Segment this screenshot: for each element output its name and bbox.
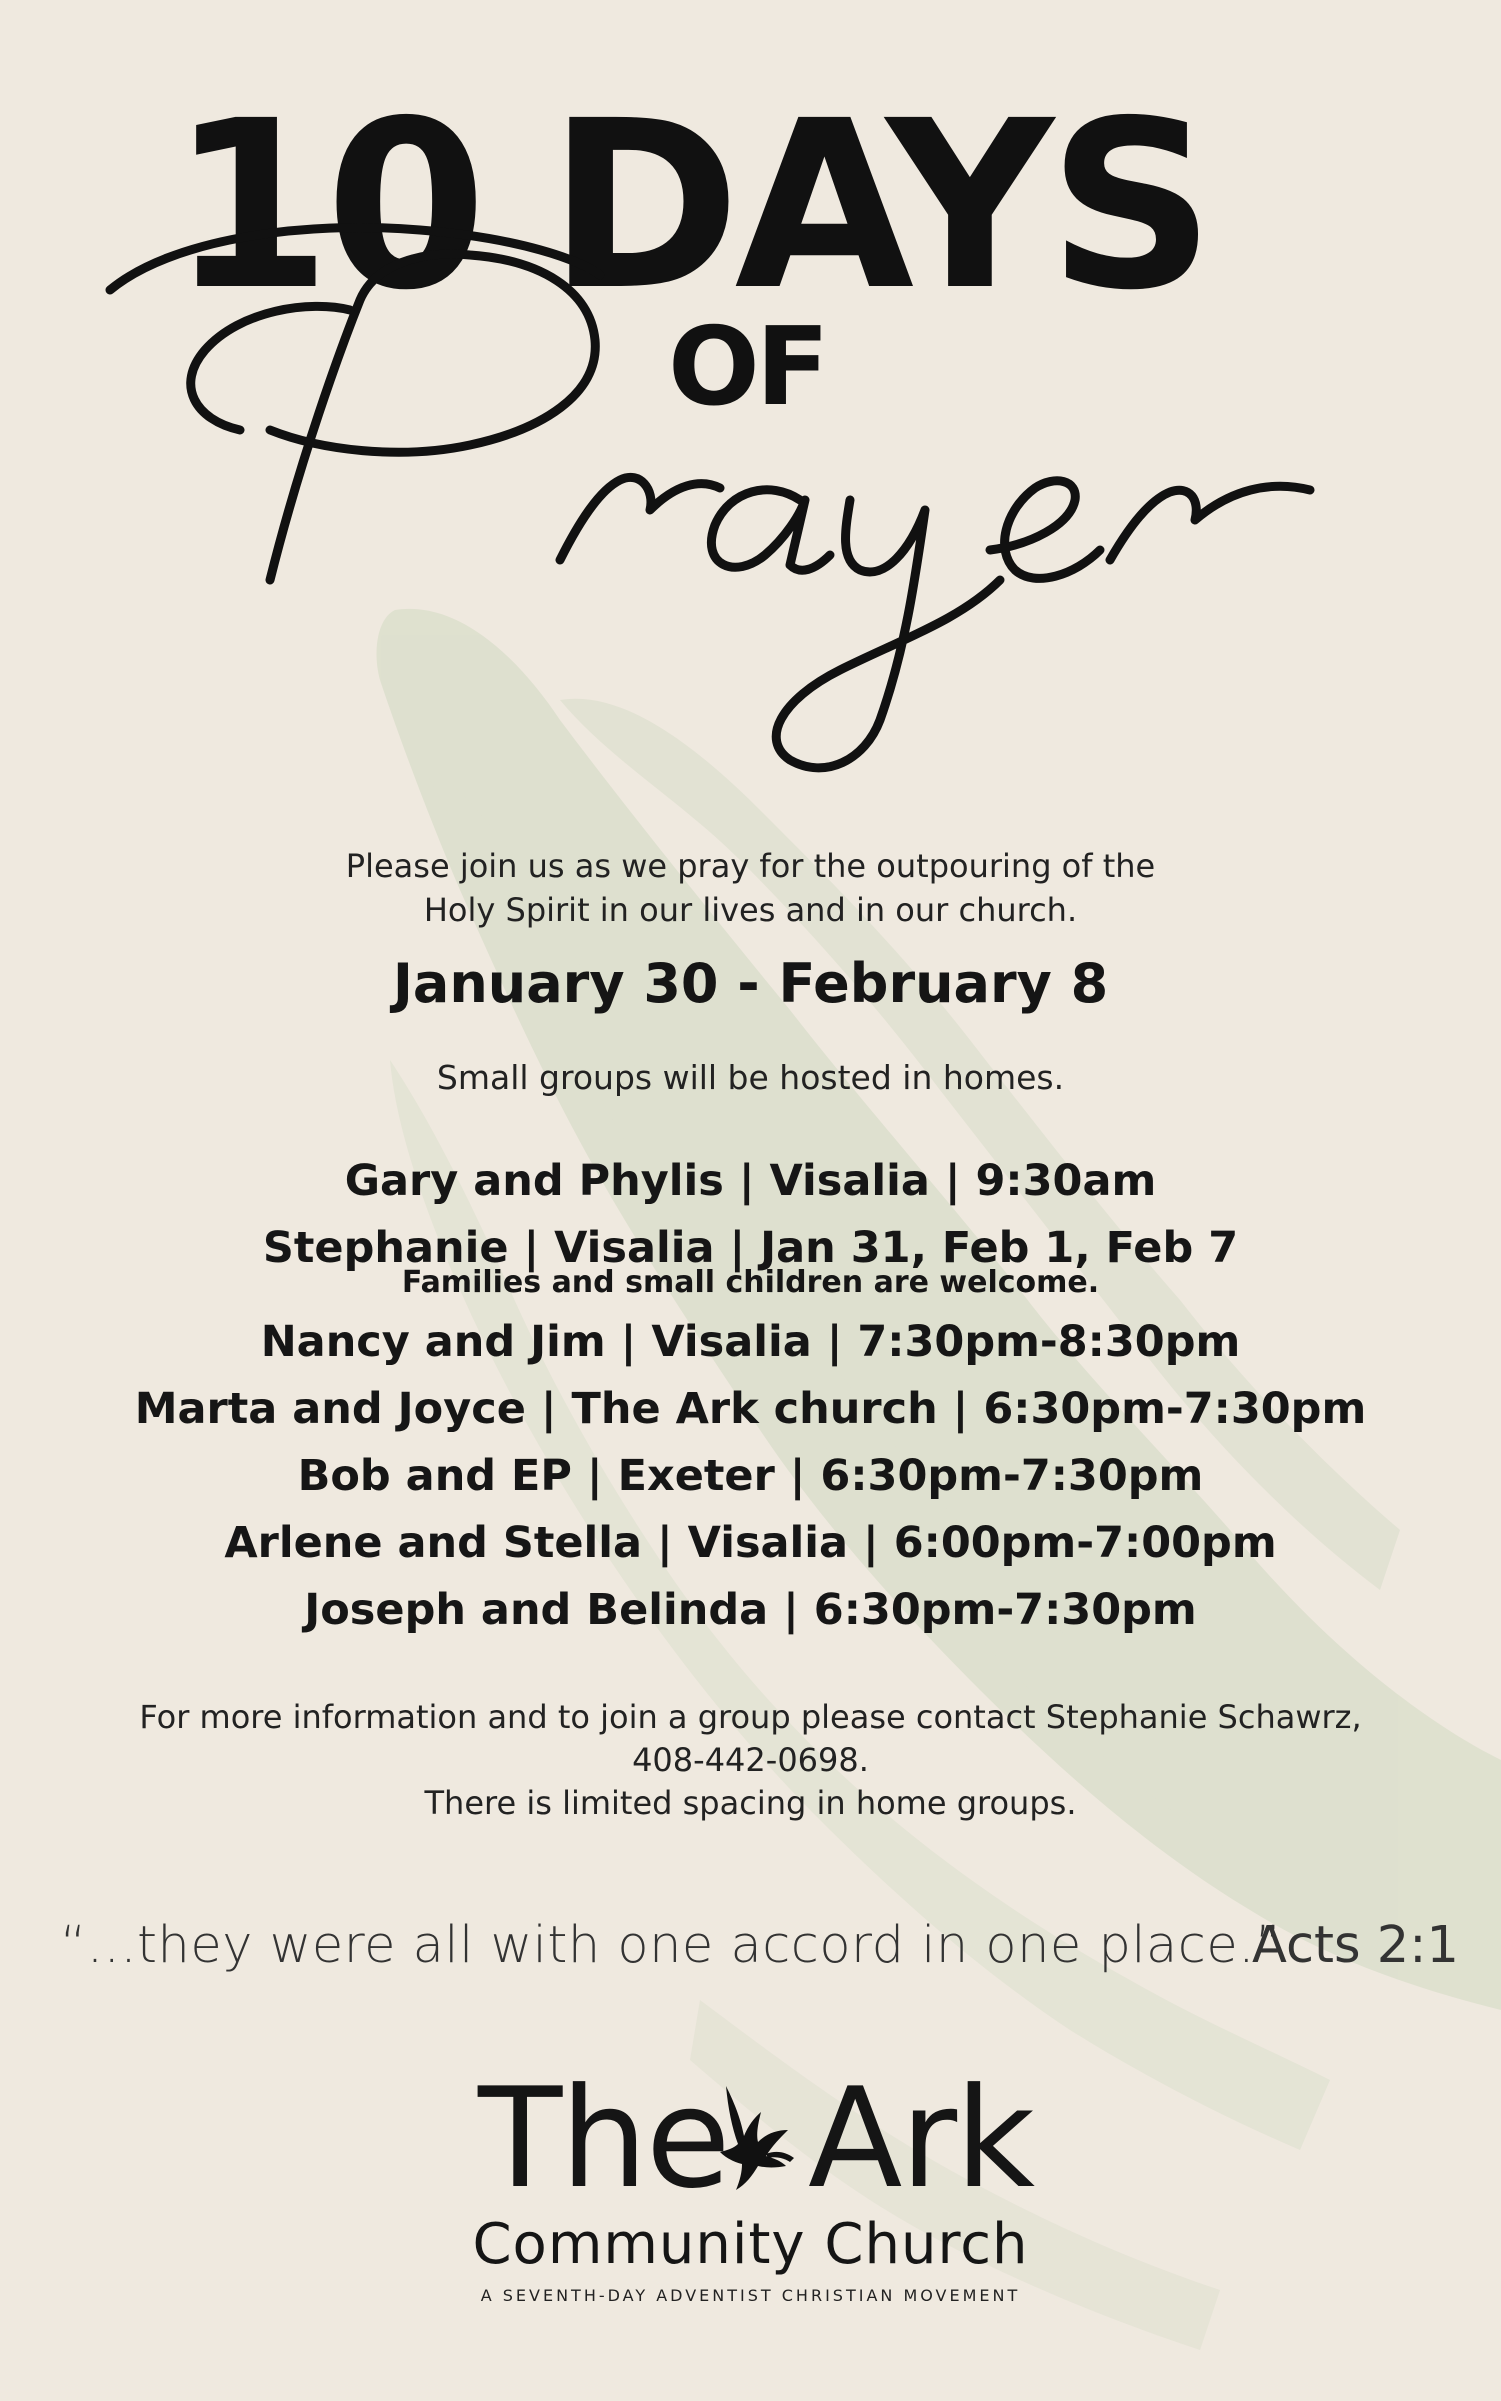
host-row: Arlene and Stella | Visalia | 6:00pm-7:00pm [224, 1518, 1277, 1568]
host-row: Stephanie | Visalia | Jan 31, Feb 1, Feb 7 [262, 1223, 1239, 1273]
contact-phone: 408-442-0698. [632, 1741, 869, 1779]
title-days: DAYS [548, 71, 1210, 341]
host-note: Families and small children are welcome. [401, 1265, 1100, 1300]
intro-text [0, 844, 1501, 932]
title-of: OF [668, 305, 826, 430]
title-block [0, 60, 1501, 780]
logo-subtitle: Community Church [472, 2212, 1029, 2277]
event-dates: January 30 - February 8 [392, 952, 1109, 1015]
intro-line-2: Holy Spirit in our lives and in our church. [423, 891, 1078, 929]
small-groups-note: Small groups will be hosted in homes. [436, 1058, 1065, 1097]
host-row: Bob and EP | Exeter | 6:30pm-7:30pm [297, 1451, 1204, 1501]
title-script-prayer-lettering [0, 60, 1501, 780]
title-number: 10 [170, 71, 481, 341]
intro-line-1: Please join us as we pray for the outpouring of the [345, 847, 1156, 885]
verse-quote: “...they were all with one accord in one place.” [60, 1916, 1282, 1975]
contact-info [0, 1696, 1501, 1825]
logo-tagline: A SEVENTH-DAY ADVENTIST CHRISTIAN MOVEMENT [480, 2286, 1021, 2305]
contact-line-3: There is limited spacing in home groups. [424, 1784, 1077, 1822]
church-logo [0, 2058, 1501, 2310]
host-row: Nancy and Jim | Visalia | 7:30pm-8:30pm [260, 1317, 1241, 1367]
contact-line-1: For more information and to join a group please contact Stephanie Schawrz, [139, 1698, 1362, 1736]
host-list [0, 1155, 1501, 1651]
logo-word-the: The [478, 2058, 729, 2219]
host-row: Joseph and Belinda | 6:30pm-7:30pm [304, 1585, 1197, 1635]
verse-reference: Acts 2:1 [1252, 1916, 1459, 1975]
dove-icon [706, 2076, 806, 2196]
host-row: Gary and Phylis | Visalia | 9:30am [344, 1156, 1157, 1206]
host-row: Marta and Joyce | The Ark church | 6:30pm-7:30pm [134, 1384, 1367, 1434]
logo-word-ark: Ark [808, 2058, 1034, 2219]
